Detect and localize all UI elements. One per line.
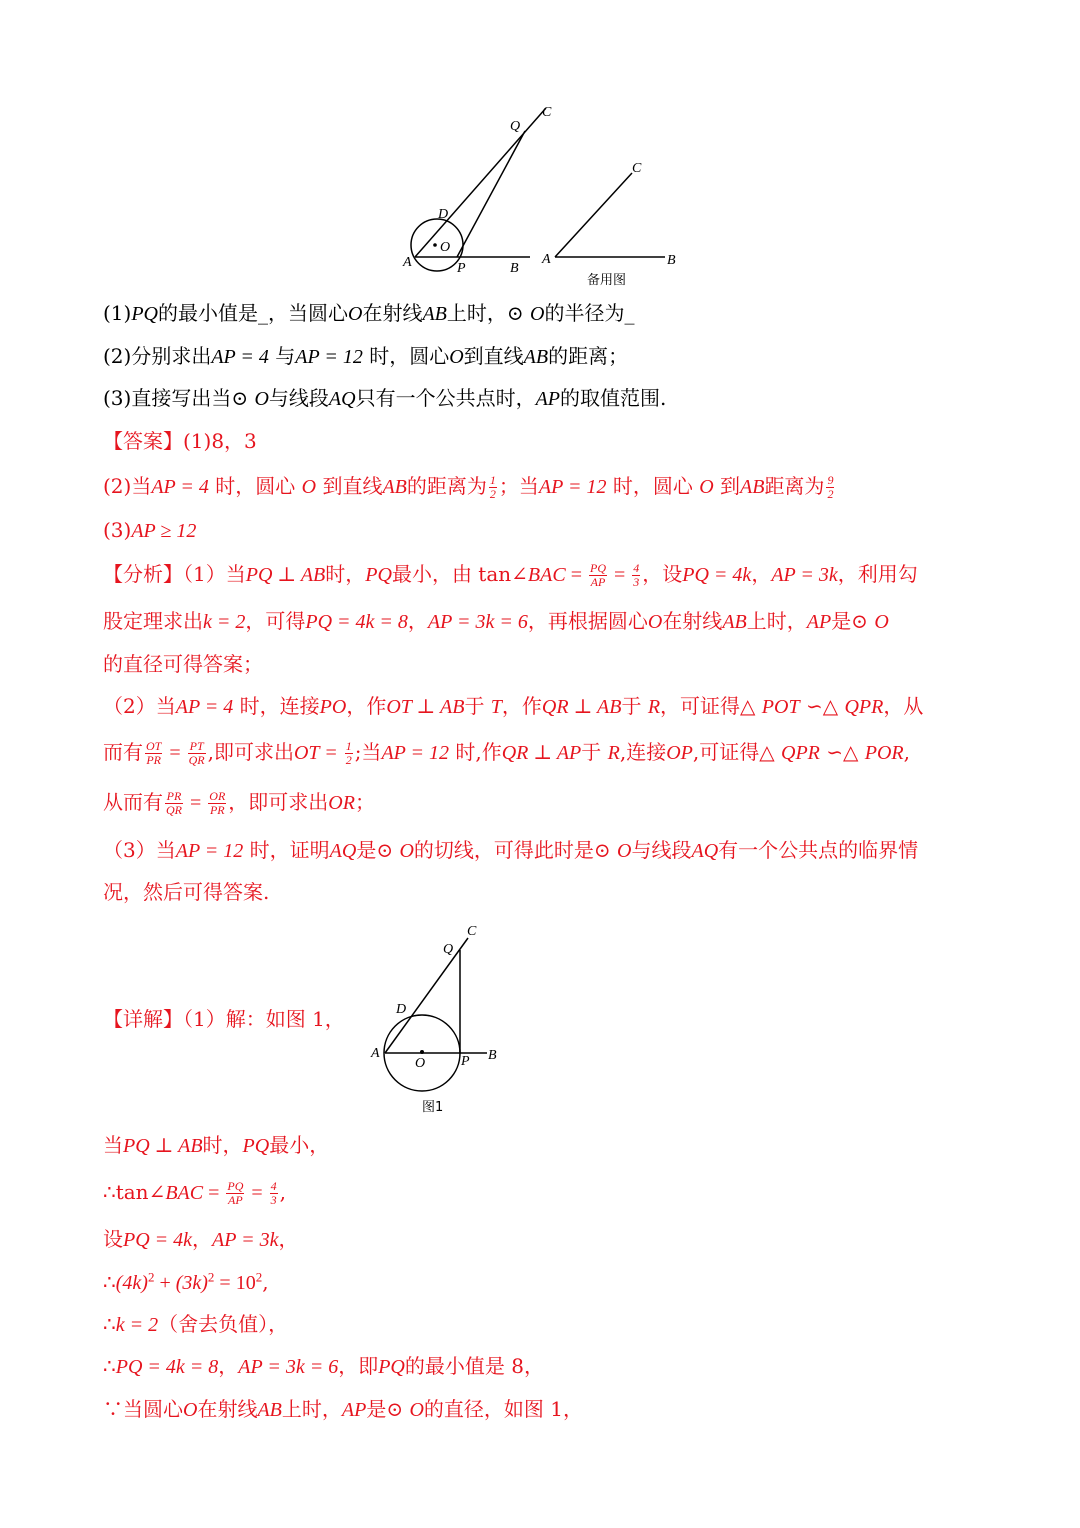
- fig1-label-o: O: [415, 1056, 426, 1071]
- label-a: A: [403, 255, 412, 270]
- fig1-label-d: D: [396, 1002, 407, 1017]
- analysis-line-8: 况，然后可得答案.: [103, 880, 270, 904]
- spare-label-c: C: [632, 161, 642, 176]
- detail-line-3: 设PQ = 4k，AP = 3k，: [103, 1227, 299, 1251]
- detail-line-7: ∵当圆心O在射线AB上时，AP是⊙ O的直径，如图 1，: [103, 1397, 583, 1421]
- fraction-or-pr: $\frac{OR}{PR}$: [209, 789, 226, 817]
- fig1-label-q: Q: [443, 942, 454, 957]
- fig1-caption: 图1: [422, 1100, 444, 1115]
- detail-line-1: 当PQ ⊥ AB时，PQ最小，: [103, 1133, 330, 1157]
- fraction-4-3-2: $\frac{4}{3}$: [270, 1179, 277, 1207]
- detail-line-4: $\therefore(4k)^2 + (3k)^2 = 10^2$,: [103, 1269, 269, 1294]
- label-d: D: [438, 207, 449, 222]
- analysis-line-7: （3）当AP = 12 时，证明AQ是⊙ O的切线，可得此时是⊙ O与线段AQ有一个公共点的临界情: [103, 838, 919, 862]
- analysis-line-3: 的直径可得答案；: [103, 652, 263, 676]
- label-o: O: [440, 240, 451, 255]
- top-figure-main: [395, 100, 552, 280]
- fig1-label-p: P: [461, 1054, 470, 1069]
- spare-label-b: B: [667, 253, 676, 268]
- fraction-1-2-b: $\frac{1}{2}$: [345, 739, 352, 767]
- analysis-line-1: 【分析】（1）当PQ ⊥ AB时，PQ最小，由 tan∠BAC = $\frac{PQ}{AP}$ = $\frac{4}{3}$ ，设PQ = 4k，AP = 3k，利用勾: [103, 561, 918, 589]
- analysis-line-6: 从而有 $\frac{PR}{QR}$ = $\frac{OR}{PR}$ ，即可求出OR；: [103, 789, 375, 817]
- top-figure-spare: [535, 150, 685, 290]
- detail-line-2: ∴tan∠BAC = $\frac{PQ}{AP}$ = $\frac{4}{3}$ ,: [103, 1179, 287, 1207]
- detail-line-5: ∴k = 2（舍去负值），: [103, 1312, 289, 1336]
- fraction-pr-qr: $\frac{PR}{QR}$: [166, 789, 182, 817]
- fig1-label-b: B: [488, 1048, 497, 1063]
- answer-3: (3)AP ≥ 12: [103, 518, 197, 542]
- question-1: (1)PQ的最小值是_，当圆心O在射线AB上时，⊙ O的半径为_: [103, 301, 635, 325]
- fig1-center-point-o: [420, 1050, 424, 1054]
- detail-line-0: 【详解】（1）解：如图 1，: [103, 1007, 345, 1031]
- fraction-9-2: $\frac{9}{2}$: [827, 473, 834, 501]
- fig1-label-a: A: [371, 1046, 380, 1061]
- fraction-4-3: $\frac{4}{3}$: [633, 561, 640, 589]
- fraction-pq-ap-2: $\frac{PQ}{AP}$: [227, 1179, 244, 1207]
- circle-o: [411, 219, 463, 271]
- fraction-ot-pr: $\frac{OT}{PR}$: [146, 739, 162, 767]
- label-b: B: [510, 261, 519, 276]
- analysis-line-2: 股定理求出k = 2，可得PQ = 4k = 8，AP = 3k = 6，再根据圆心O在射线AB上时，AP是⊙ O: [103, 609, 889, 633]
- figure-1: [365, 915, 515, 1120]
- analysis-line-5: 而有 $\frac{OT}{PR}$ = $\frac{PT}{QR}$ ,即可求出OT = $\frac{1}{2}$ ;当AP = 12 时,作QR ⊥ AP于 R,连接OP,可证得△ QPR ∽△ POR,: [103, 739, 910, 767]
- detail-line-6: ∴PQ = 4k = 8，AP = 3k = 6，即PQ的最小值是 8，: [103, 1354, 544, 1378]
- fig1-label-c: C: [467, 924, 477, 939]
- center-point-o: [433, 243, 437, 247]
- analysis-line-4: （2）当AP = 4 时，连接PO，作OT ⊥ AB于 T，作QR ⊥ AB于 R，可证得△ POT ∽△ QPR，从: [103, 694, 924, 718]
- question-2: (2)分别求出AP = 4 与AP = 12 时，圆心O到直线AB的距离；: [103, 344, 629, 368]
- spare-ray-ac-line: [555, 173, 632, 257]
- answer-1: 【答案】(1)8，3: [103, 429, 257, 453]
- label-q: Q: [510, 119, 521, 134]
- label-p: P: [457, 261, 466, 276]
- segment-pq-line: [457, 131, 525, 257]
- label-c: C: [542, 105, 552, 120]
- spare-label-a: A: [542, 252, 551, 267]
- fraction-1-2: $\frac{1}{2}$: [489, 473, 496, 501]
- answer-2: (2)当AP = 4 时，圆心 O 到直线AB的距离为 $\frac{1}{2}$ ；当AP = 12 时，圆心 O 到AB距离为 $\frac{9}{2}$: [103, 473, 834, 501]
- fraction-pt-qr: $\frac{PT}{QR}$: [188, 739, 205, 767]
- spare-caption: 备用图: [587, 273, 627, 288]
- question-3: (3)直接写出当⊙ O与线段AQ只有一个公共点时，AP的取值范围.: [103, 386, 667, 410]
- ray-ac-line: [415, 108, 546, 257]
- fraction-pq-ap: $\frac{PQ}{AP}$: [589, 561, 606, 589]
